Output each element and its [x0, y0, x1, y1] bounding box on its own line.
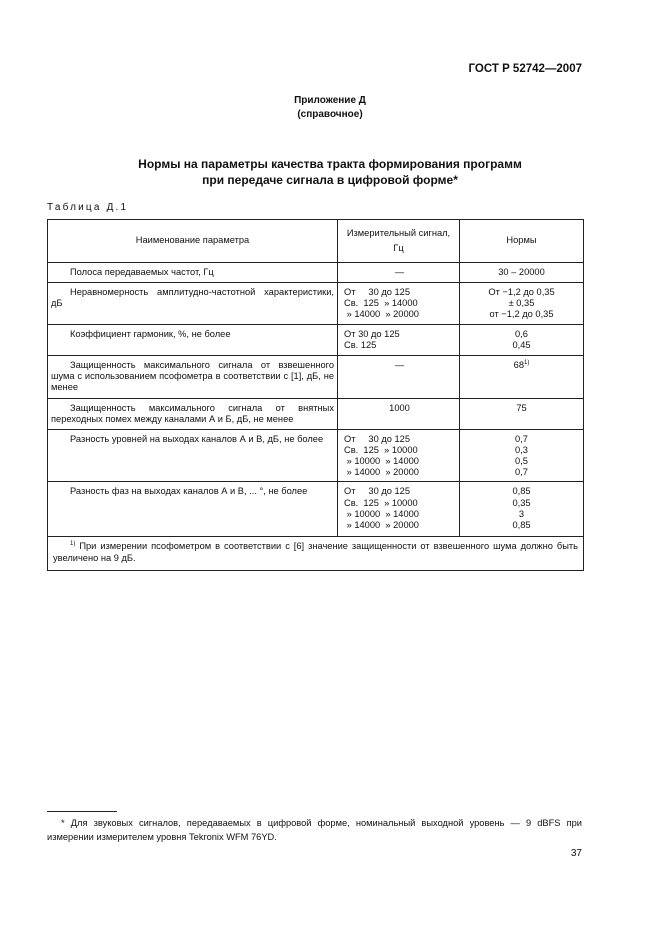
norm-line — [463, 498, 580, 509]
norms-cell — [460, 355, 584, 398]
norm-line — [463, 467, 580, 478]
norm-value: от −1,2 до 0,35 — [489, 309, 554, 320]
signal-line: От 30 до 125 — [344, 433, 411, 444]
norm-line — [463, 509, 580, 520]
signal-line: » 10000 » 14000 — [344, 508, 419, 519]
norm-line — [463, 360, 580, 371]
signal-line: » 14000 » 20000 — [344, 520, 419, 531]
norms-cell — [460, 324, 584, 355]
signal-line: От 30 до 125 — [344, 486, 411, 497]
table-row — [48, 429, 584, 482]
signal-line: » 14000 » 20000 — [344, 309, 419, 320]
param-cell — [48, 324, 338, 355]
table-body — [48, 263, 584, 537]
norm-line — [463, 298, 580, 309]
header-signal — [338, 220, 460, 263]
param-cell — [48, 263, 338, 283]
signal-cell — [338, 324, 460, 355]
signal-line: — — [394, 267, 405, 277]
annex-label: Приложение Д — [294, 95, 366, 106]
norms-cell — [460, 283, 584, 325]
footnote-separator — [47, 811, 117, 812]
table-row — [48, 324, 584, 355]
norm-value: 75 — [516, 402, 527, 413]
param-cell — [48, 283, 338, 325]
signal-line: Св. 125 » 10000 — [344, 444, 418, 455]
norm-value: 0,3 — [515, 444, 528, 455]
page-number: 37 — [570, 848, 582, 859]
signal-line: От 30 до 125 — [344, 328, 400, 339]
title-line-1: Нормы на параметры качества тракта формирования программ — [138, 157, 522, 171]
table-note-row — [48, 537, 584, 570]
norms-cell — [460, 263, 584, 283]
norm-line — [463, 445, 580, 456]
standard-designation: ГОСТ Р 52742—2007 — [468, 63, 582, 75]
norm-value: 0,85 — [512, 486, 531, 497]
footnote-text: * Для звуковых сигналов, передаваемых в цифровой форме, номинальный выходной уровень — 9 dBFS при измерении измерителем уровня Tekronix WFM 76YD. — [47, 818, 582, 842]
header-signal-line-2: Гц — [393, 243, 404, 253]
norm-line — [463, 287, 580, 298]
norm-line — [463, 267, 580, 278]
norm-footnote-marker: 1) — [524, 359, 530, 366]
param-name: Защищенность максимального сигнала от внятных переходных помех между каналами А и Б, дБ, не менее — [51, 402, 334, 424]
norms-cell — [460, 398, 584, 429]
param-name: Коэффициент гармоник, %, не более — [70, 328, 231, 339]
footnote — [47, 816, 582, 844]
signal-line: — — [394, 359, 405, 370]
norm-value: 0,85 — [512, 520, 531, 531]
signal-cell — [338, 429, 460, 482]
norm-line — [463, 486, 580, 497]
norm-value: От −1,2 до 0,35 — [488, 287, 555, 297]
table-row — [48, 355, 584, 398]
signal-line: Св. 125 » 14000 — [344, 298, 418, 309]
signal-cell — [338, 482, 460, 537]
param-name: Разность уровней на выходах каналов А и В, дБ, не более — [70, 433, 324, 444]
table-row — [48, 398, 584, 429]
table-row — [48, 263, 584, 283]
norm-value: 30 – 20000 — [498, 267, 545, 277]
table-header-row — [48, 220, 584, 263]
table-note — [48, 537, 584, 570]
parameters-table — [47, 219, 584, 571]
signal-cell — [338, 283, 460, 325]
param-cell — [48, 355, 338, 398]
param-name: Неравномерность амплитудно-частотной характеристики, дБ — [51, 287, 334, 309]
norm-line — [463, 520, 580, 531]
signal-cell — [338, 355, 460, 398]
param-cell — [48, 482, 338, 537]
table-caption: Таблица Д.1 — [47, 202, 129, 213]
title-line-2: при передаче сигнала в цифровой форме* — [202, 173, 458, 187]
norm-line — [463, 403, 580, 414]
norm-line — [463, 456, 580, 467]
norm-line — [463, 340, 580, 351]
annex-heading — [180, 94, 480, 122]
param-name: Полоса передаваемых частот, Гц — [70, 267, 214, 277]
table-row — [48, 482, 584, 537]
header-signal-line-1: Измерительный сигнал, — [346, 228, 451, 238]
norm-value: 0,6 — [515, 328, 528, 339]
norm-value: 0,45 — [512, 339, 531, 350]
norm-value: 0,7 — [515, 467, 528, 478]
signal-line: » 10000 » 14000 — [344, 456, 419, 467]
norm-value: 0,5 — [515, 456, 528, 467]
table-row — [48, 283, 584, 325]
signal-cell — [338, 263, 460, 283]
norm-value: 0,7 — [515, 433, 528, 444]
signal-line: От 30 до 125 — [344, 287, 411, 297]
param-cell — [48, 429, 338, 482]
norm-line — [463, 434, 580, 445]
norms-cell — [460, 429, 584, 482]
header-norms: Нормы — [460, 220, 584, 263]
signal-line: Св. 125 — [344, 339, 377, 350]
param-name: Защищенность максимального сигнала от взвешенного шума с использованием псофометра в соответствии с [1], дБ, не менее — [51, 359, 334, 393]
header-param: Наименование параметра — [48, 220, 338, 263]
param-name: Разность фаз на выходах каналов А и В, ... °, не более — [70, 486, 308, 497]
signal-line: 1000 — [389, 402, 410, 413]
signal-cell — [338, 398, 460, 429]
table-note-marker: 1) — [70, 541, 76, 548]
signal-line: » 14000 » 20000 — [344, 467, 419, 478]
norm-value: 68 — [513, 359, 524, 370]
table-note-text: При измерении псофометром в соответствии с [6] значение защищенности от взвешенного шума должно быть увеличено на 9 дБ. — [53, 541, 578, 563]
signal-line: Св. 125 » 10000 — [344, 497, 418, 508]
annex-type: (справочное) — [297, 109, 363, 120]
norm-value: 0,35 — [512, 497, 531, 508]
norm-value: ± 0,35 — [508, 298, 535, 309]
norm-line — [463, 329, 580, 340]
param-cell — [48, 398, 338, 429]
norms-cell — [460, 482, 584, 537]
norm-line — [463, 309, 580, 320]
document-title — [90, 156, 570, 188]
norm-value: 3 — [518, 508, 525, 519]
